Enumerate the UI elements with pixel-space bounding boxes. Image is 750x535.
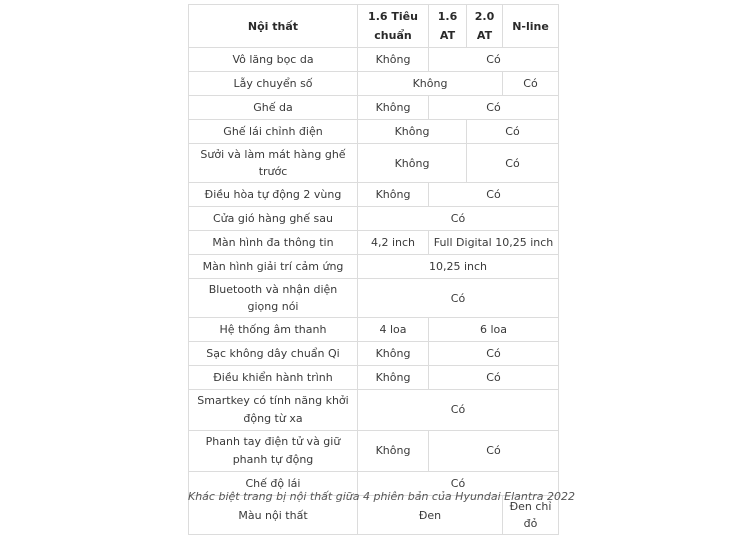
interior-spec-table bbox=[188, 4, 575, 535]
feature-cell: Ghế lái chỉnh điện bbox=[189, 120, 358, 144]
feature-cell: Smartkey có tính năng khởi động từ xa bbox=[189, 390, 358, 431]
table-row bbox=[189, 48, 559, 72]
value-cell: Có bbox=[358, 472, 559, 496]
value-cell: 10,25 inch bbox=[358, 255, 559, 279]
value-cell: 6 loa bbox=[429, 318, 559, 342]
value-cell: Có bbox=[467, 120, 559, 144]
table-row bbox=[189, 431, 559, 472]
value-cell: 4,2 inch bbox=[358, 231, 429, 255]
feature-cell: Điều hòa tự động 2 vùng bbox=[189, 183, 358, 207]
feature-cell: Màn hình giải trí cảm ứng bbox=[189, 255, 358, 279]
feature-cell: Màu nội thất bbox=[189, 496, 358, 535]
value-cell: Có bbox=[429, 96, 559, 120]
table-row bbox=[189, 144, 559, 183]
table-header-row bbox=[189, 5, 559, 48]
header-2-0-at: 2.0 AT bbox=[467, 5, 503, 48]
feature-cell: Cửa gió hàng ghế sau bbox=[189, 207, 358, 231]
value-cell: Không bbox=[358, 48, 429, 72]
header-1-6-at: 1.6 AT bbox=[429, 5, 467, 48]
header-feature: Nội thất bbox=[189, 5, 358, 48]
table-row bbox=[189, 207, 559, 231]
value-cell: Có bbox=[358, 207, 559, 231]
value-cell: Không bbox=[358, 342, 429, 366]
value-cell: Có bbox=[358, 279, 559, 318]
feature-cell: Chế độ lái bbox=[189, 472, 358, 496]
value-cell: Không bbox=[358, 72, 503, 96]
header-n-line: N-line bbox=[503, 5, 559, 48]
table-row bbox=[189, 366, 559, 390]
value-cell: Đen chỉ đỏ bbox=[503, 496, 559, 535]
value-cell: Không bbox=[358, 144, 467, 183]
table-row bbox=[189, 231, 559, 255]
value-cell: Không bbox=[358, 431, 429, 472]
spec-table-container bbox=[188, 4, 575, 535]
value-cell: Có bbox=[503, 72, 559, 96]
table-body bbox=[188, 48, 575, 535]
value-cell: Có bbox=[429, 366, 559, 390]
table-row bbox=[189, 96, 559, 120]
feature-cell: Bluetooth và nhận diện giọng nói bbox=[189, 279, 358, 318]
value-cell: Không bbox=[358, 366, 429, 390]
table-row bbox=[189, 279, 559, 318]
image-caption: Khác biệt trang bị nội thất giữa 4 phiên bản của Hyundai Elantra 2022 bbox=[188, 490, 575, 503]
value-cell: Full Digital 10,25 inch bbox=[429, 231, 559, 255]
feature-cell: Lẫy chuyển số bbox=[189, 72, 358, 96]
value-cell: Không bbox=[358, 120, 467, 144]
value-cell: Có bbox=[429, 183, 559, 207]
feature-cell: Sưởi và làm mát hàng ghế trước bbox=[189, 144, 358, 183]
feature-cell: Vô lăng bọc da bbox=[189, 48, 358, 72]
value-cell: Có bbox=[429, 48, 559, 72]
feature-cell: Ghế da bbox=[189, 96, 358, 120]
header-1-6-standard: 1.6 Tiêu chuẩn bbox=[358, 5, 429, 48]
value-cell: Không bbox=[358, 96, 429, 120]
table-row bbox=[189, 255, 559, 279]
value-cell: 4 loa bbox=[358, 318, 429, 342]
feature-cell: Phanh tay điện tử và giữ phanh tự động bbox=[189, 431, 358, 472]
feature-cell: Điều khiển hành trình bbox=[189, 366, 358, 390]
value-cell: Có bbox=[467, 144, 559, 183]
feature-cell: Sạc không dây chuẩn Qi bbox=[189, 342, 358, 366]
feature-cell: Hệ thống âm thanh bbox=[189, 318, 358, 342]
table-row bbox=[189, 318, 559, 342]
value-cell: Có bbox=[429, 431, 559, 472]
table-row bbox=[189, 183, 559, 207]
table-row bbox=[189, 72, 559, 96]
table-row bbox=[189, 390, 559, 431]
value-cell: Đen bbox=[358, 496, 503, 535]
feature-cell: Màn hình đa thông tin bbox=[189, 231, 358, 255]
table-row bbox=[189, 120, 559, 144]
table-row bbox=[189, 342, 559, 366]
value-cell: Không bbox=[358, 183, 429, 207]
value-cell: Có bbox=[358, 390, 559, 431]
value-cell: Có bbox=[429, 342, 559, 366]
